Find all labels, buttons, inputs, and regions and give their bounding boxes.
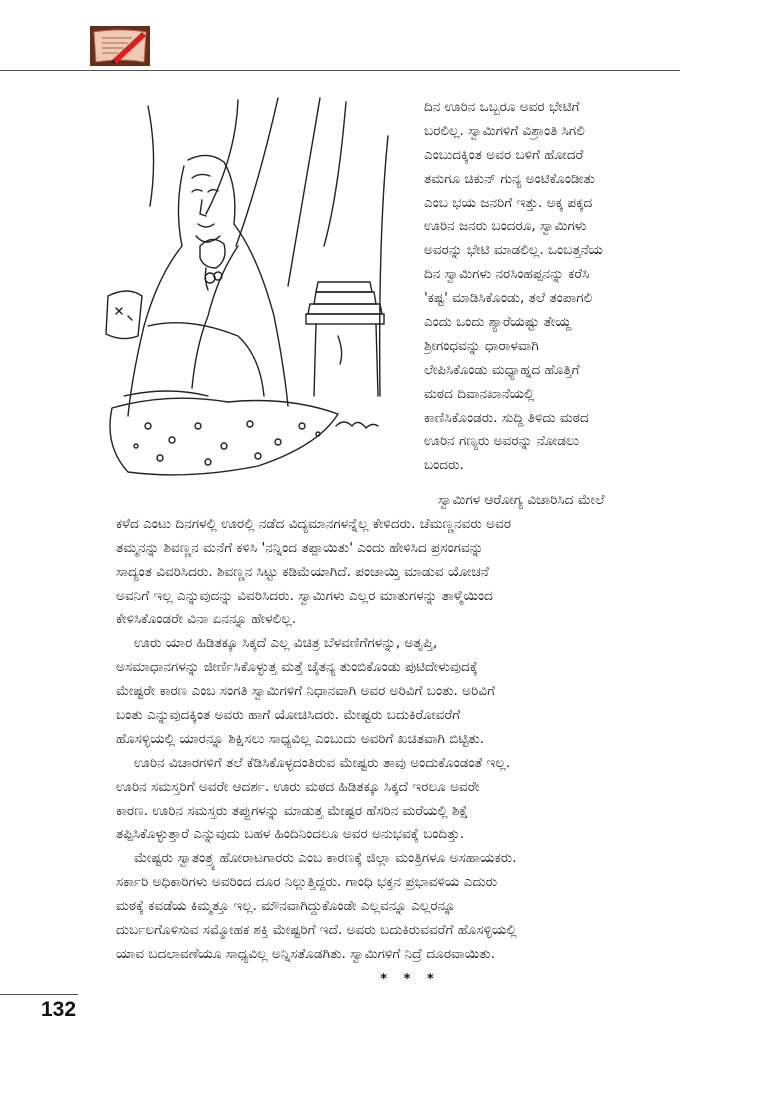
main-body-text — [116, 489, 682, 967]
text-line: ಅವನಿಗೆ ಇಲ್ಲ ಎನ್ನುವುದನ್ನು ವಿವರಿಸಿದರು. ಸ್ವಾಮಿಗಳು ಎಲ್ಲರ ಮಾತುಗಳನ್ನು ತಾಳ್ಮೆಯಿಂದ — [116, 587, 493, 604]
text-line: ಊರಿನ ಗಣ್ಯರು ಅವರನ್ನು ನೋಡಲು — [424, 433, 580, 450]
text-line: ಸರ್ಕಾರಿ ಅಧಿಕಾರಿಗಳು ಅವರಿಂದ ದೂರ ನಿಲ್ಲುತ್ತಿದ್ದರು. ಗಾಂಧಿ ಭಕ್ತನ ಪ್ರಭಾವಳಿಯ ಎದುರು — [116, 874, 498, 891]
text-line: ಕಳೆದ ಎಂಟು ದಿನಗಳಲ್ಲಿ ಊರಲ್ಲಿ ನಡೆದ ವಿದ್ಯಮಾನಗಳನ್ನೆಲ್ಲ ಕೇಳಿದರು. ಚೆಮಣ್ಣನವರು ಅವರ — [116, 515, 512, 532]
text-line: ಊರಿನ ವಿಚಾರಗಳಿಗೆ ತಲೆ ಕೆಡಿಸಿಕೊಳ್ಳದಂತಿರುವ ಮೇಷ್ಟರು ತಾವು ಅಂದುಕೊಂಡಂತೆ ಇಲ್ಲ. — [134, 754, 511, 771]
text-line: ಸಾದ್ಯಂತ ವಿವರಿಸಿದರು. ಶಿವಣ್ಣನ ಸಿಟ್ಟು ಕಡಿಮೆಯಾಗಿದೆ. ಪಂಚಾಯ್ತಿ ಮಾಡುವ ಯೋಚನೆ — [116, 563, 489, 580]
text-line: ಮೇಷ್ಟರೇ ಕಾರಣ ಎಂಬ ಸಂಗತಿ ಸ್ವಾಮಿಗಳಿಗೆ ನಿಧಾನವಾಗಿ ಅವರ ಅರಿವಿಗೆ ಬಂತು. ಅರಿವಿಗೆ — [116, 683, 495, 700]
seated-swami-sketch — [88, 96, 406, 484]
text-line: ಎಂಬ ಭಯ ಜನರಿಗೆ ಇತ್ತು. ಅಕ್ಕ ಪಕ್ಕದ — [424, 194, 593, 211]
text-line: ಬಂತು ಎನ್ನುವುದಕ್ಕಿಂತ ಅವರು ಹಾಗೆ ಯೋಚಿಸಿದರು. ಮೇಷ್ಟರು ಬದುಕಿರೋವರೆಗೆ — [116, 707, 461, 724]
text-line: ಕಾರಣ. ಊರಿನ ಸಮಸ್ತರು ತಪ್ಪುಗಳನ್ನು ಮಾಡುತ್ತ ಮೇಷ್ಟರ ಹೆಸರಿನ ಮರೆಯಲ್ಲಿ ಶಿಕ್ಷೆ — [116, 802, 469, 819]
text-line: ತಪ್ಪಿಸಿಕೊಳ್ಳುತ್ತಾರೆ ಎನ್ನುವುದು ಬಹಳ ಹಿಂದಿನಿಂದಲೂ ಅವರ ಅನುಭವಕ್ಕೆ ಬಂದಿತ್ತು. — [116, 826, 465, 843]
text-line: ತಮಗೂ ಚಿಕುನ್ ಗುನ್ಯ ಅಂಟಿಕೊಂಡೀತು — [424, 170, 595, 187]
text-line: ಬರಲಿಲ್ಲ. ಸ್ವಾಮಿಗಳಿಗೆ ವಿಶ್ರಾಂತಿ ಸಿಗಲಿ — [424, 122, 585, 139]
right-column-text — [424, 96, 686, 478]
text-line: ಊರಿನ ಜನರು ಬಂದರೂ, ಸ್ವಾಮಿಗಳು — [424, 218, 587, 235]
text-line: ಅವರನ್ನು ಭೇಟಿ ಮಾಡಲಿಲ್ಲ. ಒಂಬತ್ತನೆಯ — [424, 242, 603, 259]
scroll-quill-icon — [88, 24, 152, 68]
text-line: ಹೊಸಳ್ಳಿಯಲ್ಲಿ ಯಾರನ್ನೂ ಶಿಕ್ಷಿಸಲು ಸಾಧ್ಯವಿಲ್ಲ ಎಂಬುದು ಅವರಿಗೆ ಖಚಿತವಾಗಿ ಬಿಟ್ಟಿತು. — [116, 730, 485, 747]
page-number: 132 — [41, 998, 77, 1021]
text-line: ದಿನ ಊರಿನ ಒಬ್ಬರೂ ಅವರ ಭೇಟಿಗೆ — [424, 99, 580, 115]
text-line: ಕಾಣಿಸಿಕೊಂಡರು. ಸುದ್ದಿ ತಿಳಿದು ಮಠದ — [424, 409, 589, 426]
text-line: 'ಕಷ್ಟ' ಮಾಡಿಸಿಕೊಂಡು, ತಲೆ ತಂಪಾಗಲಿ — [424, 290, 593, 307]
text-line: ಅಸಮಾಧಾನಗಳನ್ನು ಜೀರ್ಣಿಸಿಕೊಳ್ಳುತ್ತ ಮತ್ತೆ ಚೈತನ್ಯ ತುಂಬಿಕೊಂಡು ಪುಟಿದೇಳುವುದಕ್ಕೆ — [116, 659, 478, 676]
footer-rule — [0, 994, 78, 995]
text-line: ಕೇಳಿಸಿಕೊಂಡರೇ ವಿನಾ ಏನನ್ನೂ ಹೇಳಲಿಲ್ಲ. — [116, 611, 297, 628]
text-line: ದುರ್ಬಲಗೊಳಿಸುವ ಸಮ್ಮೋಹಕ ಶಕ್ತಿ ಮೇಷ್ಟರಿಗೆ ಇದೆ. ಅವರು ಬದುಕಿರುವವರೆಗೆ ಹೊಸಳ್ಳಿಯಲ್ಲಿ — [116, 922, 517, 939]
text-line: ಲೇಪಿಸಿಕೊಂಡು ಮಧ್ಯಾಹ್ನದ ಹೊತ್ತಿಗೆ — [424, 361, 580, 378]
text-line: ಎಂದು ಒಂದು ಶ್ಯಾರೆಯಷ್ಟು ತೇಯ್ದ — [424, 314, 572, 331]
text-line: ಶ್ರೀಗಂಧವನ್ನು ಧಾರಾಳವಾಗಿ — [424, 337, 539, 354]
header-rule — [0, 70, 680, 71]
section-break: * * * — [380, 972, 440, 987]
text-line: ಊರಿನ ಸಮಸ್ತರಿಗೆ ಅವರೇ ಆದರ್ಶ. ಊರು ಮಠದ ಹಿಡಿತಕ್ಕೂ ಸಿಕ್ಕದೆ ಇರಲೂ ಅವರೇ — [116, 778, 480, 795]
text-line: ಎಂಬುದಕ್ಕಿಂತ ಅವರ ಬಳಿಗೆ ಹೋದರೆ — [424, 146, 584, 163]
text-line: ಸ್ವಾಮಿಗಳ ಆರೋಗ್ಯ ವಿಚಾರಿಸಿದ ಮೇಲೆ — [438, 492, 605, 508]
text-line: ತಮ್ಮನನ್ನು ಶಿವಣ್ಣನ ಮನೆಗೆ ಕಳಿಸಿ 'ನನ್ನಿಂದ ತಪ್ಪಾಯಿತು' ಎಂದು ಹೇಳಿಸಿದ ಪ್ರಸಂಗವನ್ನು — [116, 539, 484, 556]
text-line: ಮೇಷ್ಟರು ಸ್ವಾತಂತ್ರ್ಯ ಹೋರಾಟಗಾರರು ಎಂಬ ಕಾರಣಕ್ಕೆ ಜಿಲ್ಲಾ ಮಂತ್ರಿಗಳೂ ಅಸಹಾಯಕರು. — [134, 850, 517, 867]
text-line: ಮಠದ ದಿವಾನಖಾನೆಯಲ್ಲಿ — [424, 385, 535, 402]
text-line: ಊರು ಯಾರ ಹಿಡಿತಕ್ಕೂ ಸಿಕ್ಕದೆ ಎಲ್ಲ ವಿಚಿತ್ರ ಬೆಳವಣಿಗೆಗಳನ್ನು, ಅತೃಪ್ತಿ, — [134, 635, 438, 652]
text-line: ಬಂದರು. — [424, 457, 464, 474]
text-line: ದಿನ ಸ್ವಾಮಿಗಳು ನರಸಿಂಹಪ್ಪನನ್ನು ಕರೆಸಿ — [424, 266, 590, 283]
text-line: ಯಾವ ಬದಲಾವಣೆಯೂ ಸಾಧ್ಯವಿಲ್ಲ ಅನ್ನಿಸತೊಡಗಿತು. ಸ್ವಾಮಿಗಳಿಗೆ ನಿದ್ರೆ ದೂರವಾಯಿತು. — [116, 945, 496, 962]
text-line: ಮಠಕ್ಕೆ ಕವಡೆಯ ಕಿಮ್ಮತ್ತೂ ಇಲ್ಲ. ಮೌನವಾಗಿದ್ದುಕೊಂಡೇ ಎಲ್ಲವನ್ನೂ ಎಲ್ಲರನ್ನೂ — [116, 898, 456, 915]
